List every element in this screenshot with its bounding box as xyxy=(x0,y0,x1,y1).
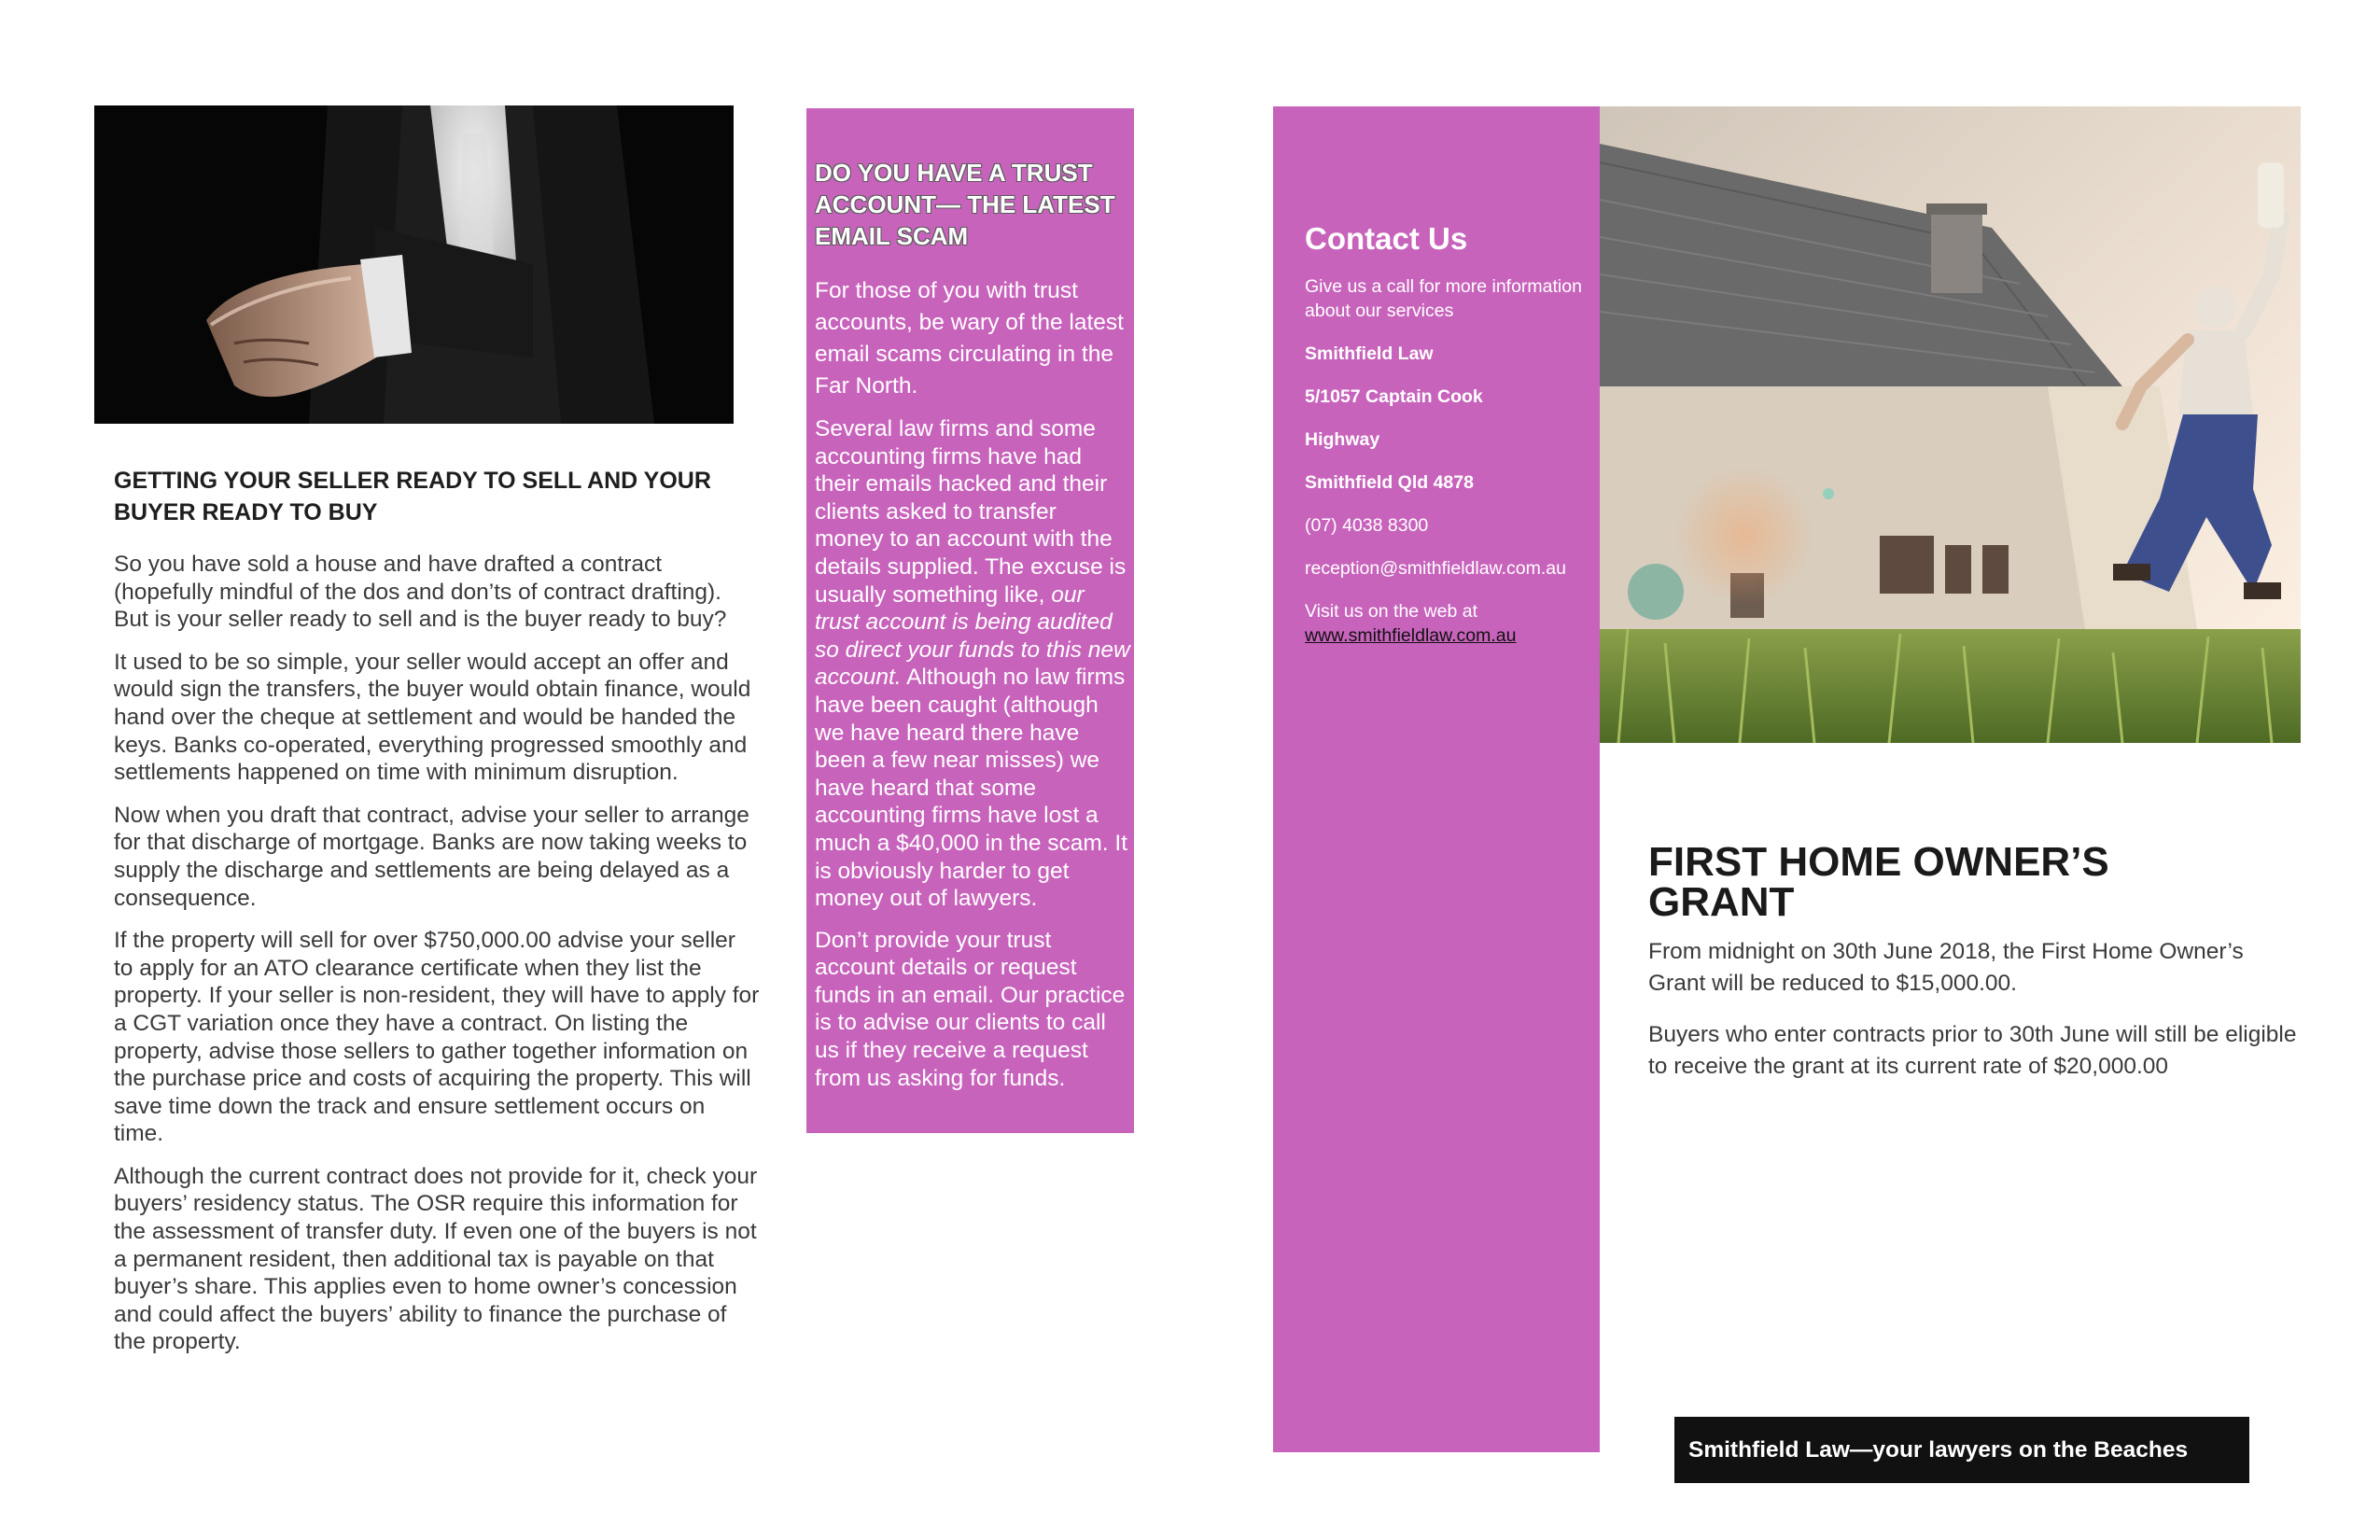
email-address[interactable]: reception@smithfieldlaw.com.au xyxy=(1305,558,1566,579)
tagline-bar: Smithfield Law—your lawyers on the Beaches xyxy=(1674,1417,2249,1483)
scam-paragraph: Don’t provide your trust account details or request funds in an email. Our practice is to advise our clients to call us if they receive a request from us asking for funds. xyxy=(815,927,1126,1091)
contact-intro: Give us a call for more information about our services xyxy=(1305,276,1582,321)
address-line: Highway xyxy=(1305,429,1380,450)
web-label: Visit us on the web at xyxy=(1305,601,1478,622)
house-photo xyxy=(1600,106,2301,743)
grant-body xyxy=(1648,936,2302,1102)
house-illustration xyxy=(1600,106,2301,743)
scam-quote: our trust account is being audited so direct your funds to this new account. xyxy=(815,581,1130,691)
scam-text-part: Several law firms and some accounting firms have had their emails hacked and their clients asked to transfer money to an account with the details supplied. The excuse is usually something like, xyxy=(815,416,1127,608)
address-line: 5/1057 Captain Cook xyxy=(1305,386,1483,407)
article-paragraph: Although the current contract does not provide for it, check your buyers’ residency status. The OSR require this information for the assessment of transfer duty. If even one of the buyers is not a permanent resident, then additional tax is payable on that buyer’s share. This applies even to home owner’s concession and could affect the buyers’ ability to finance the purchase of the property. xyxy=(114,1163,758,1355)
scam-intro: For those of you with trust accounts, be wary of the latest email scams circulating in the Far North. xyxy=(815,278,1124,399)
grant-paragraph: From midnight on 30th June 2018, the First Home Owner’s Grant will be reduced to $15,000.00. xyxy=(1648,939,2244,996)
website-link[interactable]: www.smithfieldlaw.com.au xyxy=(1305,625,1517,646)
phone-number: (07) 4038 8300 xyxy=(1305,515,1429,536)
seller-buyer-article xyxy=(114,465,760,1371)
handshake-photo xyxy=(94,105,734,424)
grant-paragraph: Buyers who enter contracts prior to 30th June will still be eligible to receive the grant at its current rate of $20,000.00 xyxy=(1648,1022,2297,1079)
contact-title: Contact Us xyxy=(1305,221,1468,256)
firm-name: Smithfield Law xyxy=(1305,343,1434,364)
handshake-illustration xyxy=(94,105,734,424)
article-paragraph: Now when you draft that contract, advise your seller to arrange for that discharge of mortgage. Banks are now taking weeks to supply the discharge and settlements are being delayed as a consequence. xyxy=(114,802,749,911)
article-heading: GETTING YOUR SELLER READY TO SELL AND YOUR BUYER READY TO BUY xyxy=(114,468,711,525)
scam-paragraph xyxy=(815,415,1130,913)
scam-text-part: Although no law firms have been caught (although we have heard there have been a few near misses) we have heard that some accounting firms have lost a much a $40,000 in the scam. It is obviously harder to get money out of lawyers. xyxy=(815,665,1128,912)
address-line: Smithfield Qld 4878 xyxy=(1305,472,1474,493)
article-paragraph: So you have sold a house and have drafted a contract (hopefully mindful of the dos and don’ts of contract drafting). But is your seller ready to sell and is the buyer ready to buy? xyxy=(114,552,727,633)
scam-article xyxy=(815,157,1130,1106)
article-paragraph: It used to be so simple, your seller would accept an offer and would sign the transfers, the buyer would obtain finance, would hand over the cheque at settlement and would be handed the keys. Banks co-operated, everything progressed smoothly and settlements happened on time with minimum disruption. xyxy=(114,649,751,786)
scam-heading: DO YOU HAVE A TRUST ACCOUNT— THE LATEST EMAIL SCAM xyxy=(815,159,1115,250)
article-paragraph: If the property will sell for over $750,000.00 advise your seller to apply for an ATO clearance certificate when they list the property. If your seller is non-resident, they will have to apply for a CGT variation once they have a contract. On listing the property, advise those sellers to gather together information on the purchase price and costs of acquiring the property. This will save time down the track and ensure settlement occurs on time. xyxy=(114,928,760,1147)
contact-details xyxy=(1305,220,1594,648)
grant-title: FIRST HOME OWNER’S GRANT xyxy=(1648,839,2109,925)
